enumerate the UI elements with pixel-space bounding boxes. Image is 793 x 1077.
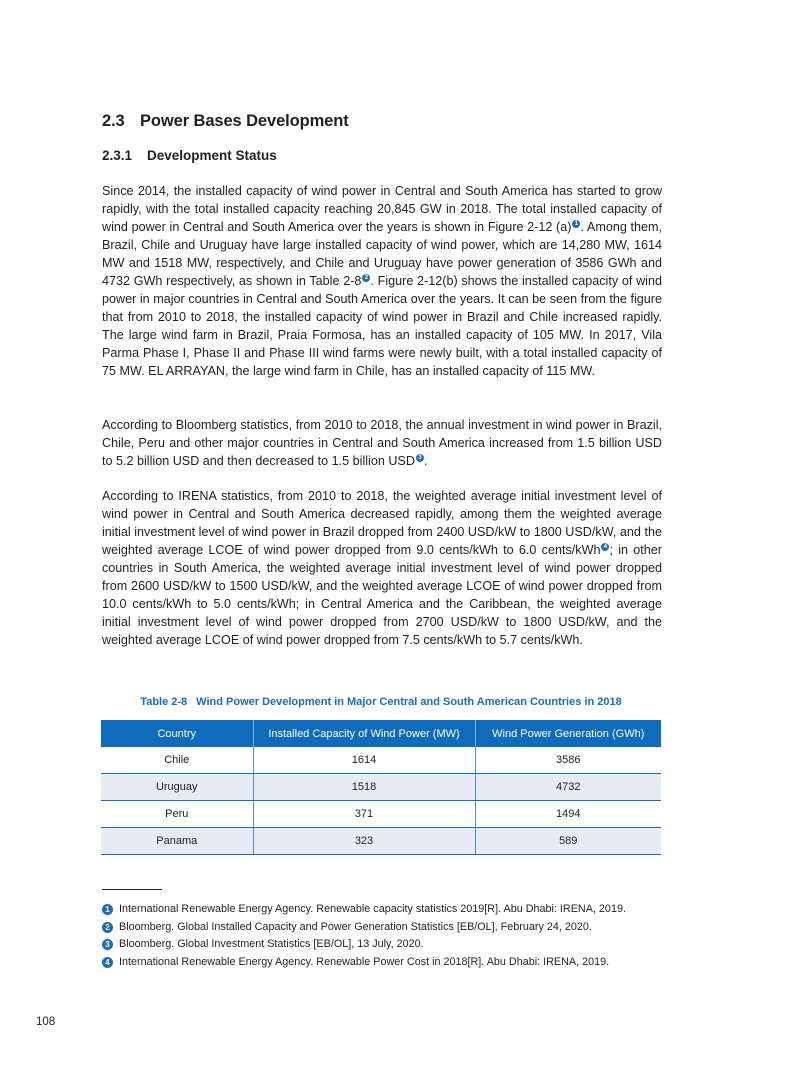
subsection-title: Development Status — [147, 148, 277, 163]
cell-country: Uruguay — [101, 774, 253, 801]
subsection-number: 2.3.1 — [102, 148, 133, 163]
footnote-marker-icon: 3 — [102, 939, 113, 950]
subsection-heading — [102, 148, 277, 163]
footnote-ref-icon: 2 — [362, 274, 370, 282]
cell-capacity: 1614 — [253, 747, 475, 774]
table-row — [101, 747, 661, 774]
table-header-row — [101, 720, 661, 747]
footnote-4 — [102, 954, 664, 972]
footnote-text: Bloomberg. Global Investment Statistics [EB/OL], 13 July, 2020. — [119, 938, 424, 950]
footnotes — [102, 901, 664, 971]
cell-generation: 3586 — [475, 747, 661, 774]
cell-country: Panama — [101, 828, 253, 855]
header-installed-capacity: Installed Capacity of Wind Power (MW) — [253, 720, 475, 747]
wind-power-table — [101, 720, 661, 855]
paragraph-2: According to Bloomberg statistics, from 2010 to 2018, the annual investment in wind power in Brazil, Chile, Peru and other major countries in Central and South America increased from 1.5 billion USD to 5.2 billion USD and then decreased to 1.5 billion USD $^3$ . — [102, 418, 662, 468]
paragraph-3: According to IRENA statistics, from 2010 to 2018, the weighted average initial investment level of wind power in Central and South America decreased rapidly, among them the weighted average initial investment level of wind power in Brazil dropped from 2400 USD/kW to 1800 USD/kW, and the weighted average LCOE of wind power dropped from 9.0 cents/kWh to 6.0 cents/kWh $^4$ ; in other countries in South America, the weighted average initial investment level of wind power dropped from 2600 USD/kW to 1500 USD/kW, and the weighted average LCOE of wind power dropped from 10.0 cents/kWh to 5.0 cents/kWh; in Central America and the Caribbean, the weighted average initial investment level of wind power dropped from 2700 USD/kW to 1800 USD/kW, and the weighted average LCOE of wind power dropped from 7.5 cents/kWh to 5.7 cents/kWh. — [102, 489, 662, 647]
footnote-text: Bloomberg. Global Installed Capacity and Power Generation Statistics [EB/OL], February 24, 2020. — [119, 920, 592, 933]
cell-country: Chile — [101, 747, 253, 774]
cell-generation: 4732 — [475, 774, 661, 801]
footnote-ref-icon: 4 — [601, 543, 609, 551]
footnote-marker-icon: 1 — [102, 904, 113, 915]
header-generation: Wind Power Generation (GWh) — [475, 720, 661, 747]
table-row — [101, 828, 661, 855]
footnote-divider — [102, 889, 162, 890]
cell-capacity: 371 — [253, 801, 475, 828]
cell-capacity: 323 — [253, 828, 475, 855]
page-number: 108 — [36, 1016, 56, 1028]
footnote-marker-icon: 4 — [102, 957, 113, 968]
footnote-3 — [102, 936, 664, 954]
table-row — [101, 774, 661, 801]
cell-generation: 1494 — [475, 801, 661, 828]
footnote-ref-icon: 1 — [572, 220, 580, 228]
section-heading — [102, 112, 349, 131]
table-row — [101, 801, 661, 828]
table-caption-title: Wind Power Development in Major Central and South American Countries in 2018 — [196, 696, 622, 708]
footnote-text: International Renewable Energy Agency. Renewable Power Cost in 2018[R]. Abu Dhabi: IRENA, 2019. — [119, 955, 610, 968]
paragraph-1: Since 2014, the installed capacity of wind power in Central and South America has started to grow rapidly, with the total installed capacity reaching 20,845 GW in 2018. The total installed capacity of wind power in Central and South America over the years is shown in Figure 2-12 (a) $^1$ . Among them, Brazil, Chile and Uruguay have large installed capacity of wind power, which are 14,280 MW, 1614 MW and 1518 MW, respectively, and Chile and Uruguay have power generation of 3586 GWh and 4732 GWh respectively, as shown in Table 2-8 $^2$ . Figure 2-12(b) shows the installed capacity of wind power in major countries in Central and South America over the years. It can be seen from the figure that from 2010 to 2018, the installed capacity of wind power in Brazil and Chile increased rapidly. The large wind farm in Brazil, Praia Formosa, has an installed capacity of 105 MW. In 2017, Vila Parma Phase I, Phase II and Phase III wind farms were newly built, with a total installed capacity of 75 MW. EL ARRAYAN, the large wind farm in Chile, has an installed capacity of 115 MW. — [102, 184, 662, 378]
section-number: 2.3 — [102, 112, 125, 130]
footnote-1 — [102, 901, 664, 919]
footnote-marker-icon: 2 — [102, 922, 113, 933]
section-title: Power Bases Development — [140, 112, 349, 130]
table-caption-number: Table 2-8 — [140, 696, 188, 708]
footnote-text: International Renewable Energy Agency. Renewable capacity statistics 2019[R]. Abu Dhabi: IRENA, 2019. — [119, 903, 626, 915]
cell-generation: 589 — [475, 828, 661, 855]
footnote-ref-icon: 3 — [416, 454, 424, 462]
cell-country: Peru — [101, 801, 253, 828]
table-caption — [101, 696, 661, 708]
header-country: Country — [101, 720, 253, 747]
footnote-2 — [102, 919, 664, 937]
cell-capacity: 1518 — [253, 774, 475, 801]
